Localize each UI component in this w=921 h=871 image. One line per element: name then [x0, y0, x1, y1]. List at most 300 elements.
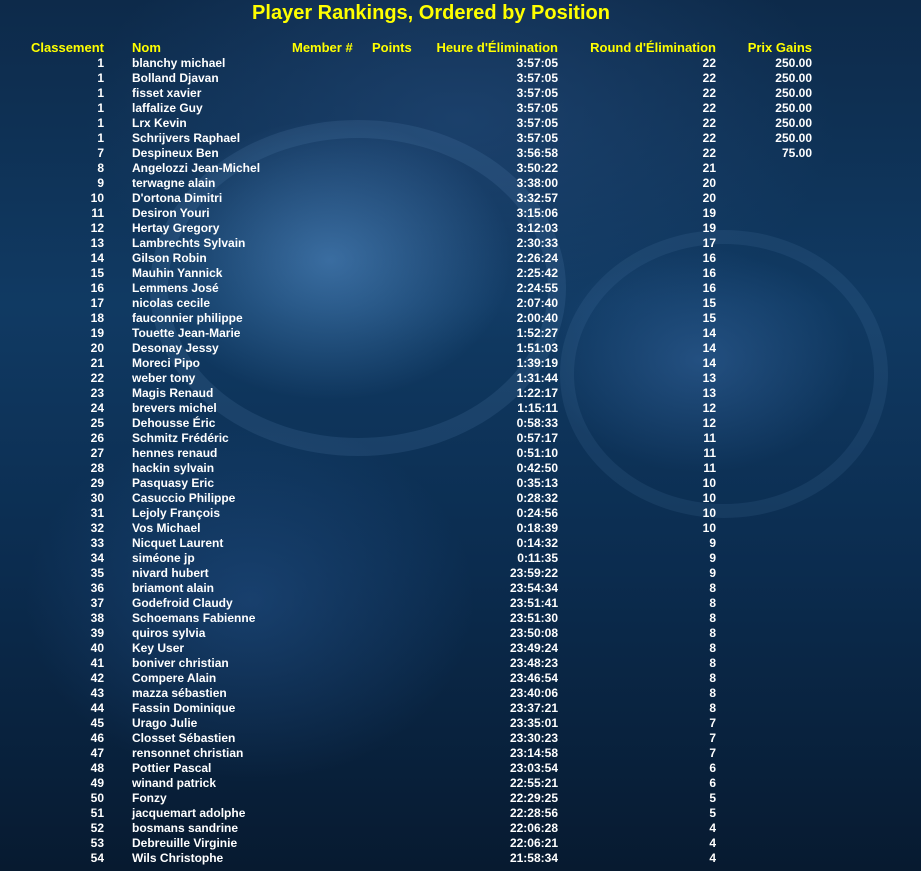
prize-cell: 250.00 [775, 131, 812, 145]
column-header-points: Points [372, 39, 412, 55]
table-row [26, 311, 812, 326]
rank-cell: 26 [90, 431, 104, 445]
rank-cell: 19 [90, 326, 104, 340]
player-name-cell: Schoemans Fabienne [132, 611, 256, 625]
points-cell [372, 461, 432, 476]
table-row [26, 101, 812, 116]
player-name-cell: Mauhin Yannick [132, 266, 223, 280]
elimination-round-cell: 8 [709, 641, 716, 655]
prize-cell [716, 521, 812, 536]
elimination-time-cell: 23:48:23 [509, 656, 558, 670]
player-name-cell: Fonzy [132, 791, 167, 805]
elimination-time-cell: 2:00:40 [516, 311, 558, 325]
prize-cell [716, 581, 812, 596]
rank-cell: 35 [90, 566, 104, 580]
elimination-round-cell: 8 [709, 596, 716, 610]
rank-cell: 34 [90, 551, 104, 565]
rank-cell: 29 [90, 476, 104, 490]
points-cell [372, 761, 432, 776]
points-cell [372, 731, 432, 746]
elimination-time-cell: 23:59:22 [509, 566, 558, 580]
points-cell [372, 536, 432, 551]
member-cell [292, 641, 372, 656]
table-row [26, 236, 812, 251]
member-cell [292, 656, 372, 671]
points-cell [372, 431, 432, 446]
rank-cell: 1 [97, 131, 104, 145]
elimination-time-cell: 0:28:32 [516, 491, 558, 505]
player-name-cell: fisset xavier [132, 86, 202, 100]
rank-cell: 42 [90, 671, 104, 685]
elimination-round-cell: 12 [702, 401, 716, 415]
table-row [26, 566, 812, 581]
elimination-time-cell: 23:50:08 [509, 626, 558, 640]
points-cell [372, 356, 432, 371]
rankings-body [26, 56, 812, 866]
prize-cell [716, 731, 812, 746]
table-row [26, 266, 812, 281]
prize-cell [716, 401, 812, 416]
points-cell [372, 131, 432, 146]
elimination-round-cell: 15 [702, 296, 716, 310]
points-cell [372, 596, 432, 611]
rank-cell: 38 [90, 611, 104, 625]
prize-cell [716, 431, 812, 446]
rank-cell: 11 [91, 206, 104, 220]
elimination-time-cell: 22:06:21 [509, 836, 558, 850]
points-cell [372, 401, 432, 416]
player-name-cell: Moreci Pipo [132, 356, 201, 370]
rank-cell: 28 [90, 461, 104, 475]
rank-cell: 8 [97, 161, 104, 175]
table-row [26, 176, 812, 191]
elimination-round-cell: 22 [702, 146, 716, 160]
table-row [26, 836, 812, 851]
rank-cell: 13 [90, 236, 104, 250]
prize-cell: 75.00 [781, 146, 812, 160]
player-name-cell: Lejoly François [132, 506, 221, 520]
prize-cell [716, 491, 812, 506]
prize-cell [716, 761, 812, 776]
prize-cell [716, 311, 812, 326]
member-cell [292, 176, 372, 191]
elimination-round-cell: 10 [702, 491, 716, 505]
column-header-elimination-time: Heure d'Élimination [436, 39, 558, 55]
points-cell [372, 821, 432, 836]
member-cell [292, 821, 372, 836]
rank-cell: 51 [90, 806, 104, 820]
member-cell [292, 671, 372, 686]
elimination-time-cell: 0:35:13 [516, 476, 558, 490]
player-name-cell: Vos Michael [132, 521, 201, 535]
member-cell [292, 716, 372, 731]
table-row [26, 686, 812, 701]
player-name-cell: Pottier Pascal [132, 761, 212, 775]
elimination-round-cell: 22 [702, 131, 716, 145]
table-row [26, 161, 812, 176]
prize-cell [716, 641, 812, 656]
table-row [26, 611, 812, 626]
player-name-cell: Casuccio Philippe [132, 491, 236, 505]
member-cell [292, 191, 372, 206]
player-name-cell: Angelozzi Jean-Michel [132, 161, 261, 175]
elimination-round-cell: 14 [702, 341, 716, 355]
elimination-round-cell: 19 [702, 221, 716, 235]
rank-cell: 32 [90, 521, 104, 535]
player-name-cell: Hertay Gregory [132, 221, 220, 235]
player-name-cell: Debreuille Virginie [132, 836, 238, 850]
player-name-cell: jacquemart adolphe [132, 806, 246, 820]
table-row [26, 776, 812, 791]
table-row [26, 341, 812, 356]
player-name-cell: Urago Julie [132, 716, 198, 730]
table-row [26, 56, 812, 71]
column-header-prize: Prix Gains [747, 39, 812, 55]
rank-cell: 1 [97, 86, 104, 100]
elimination-time-cell: 3:57:05 [516, 131, 558, 145]
member-cell [292, 206, 372, 221]
elimination-time-cell: 22:06:28 [509, 821, 558, 835]
member-cell [292, 791, 372, 806]
rank-cell: 24 [90, 401, 104, 415]
elimination-round-cell: 8 [709, 581, 716, 595]
elimination-round-cell: 13 [702, 386, 716, 400]
table-header-row [26, 38, 812, 56]
rank-cell: 1 [97, 71, 104, 85]
prize-cell [716, 791, 812, 806]
elimination-time-cell: 2:25:42 [516, 266, 558, 280]
table-row [26, 791, 812, 806]
column-header-name: Nom [132, 39, 161, 55]
prize-cell [716, 596, 812, 611]
elimination-round-cell: 9 [709, 536, 716, 550]
table-row [26, 581, 812, 596]
member-cell [292, 701, 372, 716]
page-title: Player Rankings, Ordered by Position [252, 2, 610, 24]
prize-cell [716, 236, 812, 251]
elimination-round-cell: 4 [709, 851, 716, 865]
rank-cell: 39 [90, 626, 104, 640]
points-cell [372, 716, 432, 731]
player-name-cell: quiros sylvia [132, 626, 206, 640]
prize-cell [716, 716, 812, 731]
points-cell [372, 446, 432, 461]
points-cell [372, 71, 432, 86]
elimination-time-cell: 2:24:55 [516, 281, 558, 295]
elimination-time-cell: 3:12:03 [516, 221, 558, 235]
player-name-cell: hennes renaud [132, 446, 218, 460]
member-cell [292, 476, 372, 491]
rank-cell: 1 [97, 56, 104, 70]
elimination-round-cell: 22 [702, 86, 716, 100]
member-cell [292, 86, 372, 101]
points-cell [372, 746, 432, 761]
rank-cell: 31 [90, 506, 104, 520]
rankings-table [26, 38, 812, 866]
column-header-member: Member # [292, 39, 353, 55]
prize-cell [716, 551, 812, 566]
table-row [26, 656, 812, 671]
prize-cell [716, 266, 812, 281]
points-cell [372, 221, 432, 236]
table-row [26, 296, 812, 311]
elimination-time-cell: 23:40:06 [509, 686, 558, 700]
rank-cell: 1 [97, 101, 104, 115]
prize-cell: 250.00 [775, 71, 812, 85]
table-row [26, 851, 812, 866]
rank-cell: 41 [90, 656, 104, 670]
rank-cell: 48 [90, 761, 104, 775]
elimination-round-cell: 16 [702, 266, 716, 280]
table-row [26, 416, 812, 431]
elimination-time-cell: 0:42:50 [516, 461, 558, 475]
elimination-time-cell: 23:14:58 [509, 746, 558, 760]
table-row [26, 701, 812, 716]
elimination-round-cell: 7 [709, 746, 716, 760]
points-cell [372, 626, 432, 641]
prize-cell [716, 656, 812, 671]
member-cell [292, 236, 372, 251]
rank-cell: 7 [97, 146, 104, 160]
rank-cell: 54 [90, 851, 104, 865]
elimination-round-cell: 10 [702, 521, 716, 535]
prize-cell [716, 371, 812, 386]
member-cell [292, 281, 372, 296]
prize-cell: 250.00 [775, 116, 812, 130]
elimination-round-cell: 12 [702, 416, 716, 430]
elimination-round-cell: 7 [709, 716, 716, 730]
points-cell [372, 371, 432, 386]
player-name-cell: rensonnet christian [132, 746, 244, 760]
points-cell [372, 641, 432, 656]
prize-cell: 250.00 [775, 101, 812, 115]
member-cell [292, 761, 372, 776]
rank-cell: 36 [90, 581, 104, 595]
elimination-time-cell: 2:30:33 [516, 236, 558, 250]
table-row [26, 221, 812, 236]
member-cell [292, 686, 372, 701]
prize-cell [716, 566, 812, 581]
player-name-cell: Schmitz Frédéric [132, 431, 229, 445]
elimination-time-cell: 2:07:40 [516, 296, 558, 310]
prize-cell [716, 191, 812, 206]
points-cell [372, 776, 432, 791]
elimination-time-cell: 1:22:17 [516, 386, 558, 400]
player-name-cell: Pasquasy Eric [132, 476, 215, 490]
points-cell [372, 101, 432, 116]
member-cell [292, 161, 372, 176]
elimination-time-cell: 3:32:57 [516, 191, 558, 205]
prize-cell [716, 851, 812, 866]
prize-cell [716, 476, 812, 491]
elimination-time-cell: 3:15:06 [516, 206, 558, 220]
points-cell [372, 491, 432, 506]
rank-cell: 17 [90, 296, 104, 310]
prize-cell [716, 536, 812, 551]
elimination-round-cell: 11 [703, 446, 716, 460]
elimination-time-cell: 1:51:03 [516, 341, 558, 355]
player-name-cell: Despineux Ben [132, 146, 219, 160]
rank-cell: 49 [90, 776, 104, 790]
table-row [26, 626, 812, 641]
elimination-round-cell: 16 [702, 281, 716, 295]
elimination-round-cell: 22 [702, 71, 716, 85]
prize-cell: 250.00 [775, 56, 812, 70]
elimination-round-cell: 5 [709, 791, 716, 805]
player-name-cell: Godefroid Claudy [132, 596, 233, 610]
points-cell [372, 671, 432, 686]
rank-cell: 16 [90, 281, 104, 295]
elimination-time-cell: 0:24:56 [516, 506, 558, 520]
elimination-round-cell: 4 [709, 836, 716, 850]
table-row [26, 596, 812, 611]
player-name-cell: Desonay Jessy [132, 341, 219, 355]
points-cell [372, 581, 432, 596]
elimination-time-cell: 0:11:35 [517, 551, 558, 565]
elimination-round-cell: 9 [709, 566, 716, 580]
member-cell [292, 296, 372, 311]
elimination-time-cell: 3:57:05 [516, 56, 558, 70]
points-cell [372, 161, 432, 176]
member-cell [292, 776, 372, 791]
elimination-round-cell: 9 [709, 551, 716, 565]
player-name-cell: boniver christian [132, 656, 229, 670]
elimination-time-cell: 21:58:34 [509, 851, 558, 865]
prize-cell [716, 611, 812, 626]
member-cell [292, 401, 372, 416]
rank-cell: 53 [90, 836, 104, 850]
prize-cell [716, 206, 812, 221]
elimination-time-cell: 23:49:24 [509, 641, 558, 655]
points-cell [372, 806, 432, 821]
elimination-round-cell: 19 [702, 206, 716, 220]
points-cell [372, 311, 432, 326]
member-cell [292, 446, 372, 461]
elimination-round-cell: 20 [702, 176, 716, 190]
player-name-cell: Compere Alain [132, 671, 217, 685]
member-cell [292, 566, 372, 581]
elimination-round-cell: 8 [709, 686, 716, 700]
table-row [26, 326, 812, 341]
rank-cell: 33 [90, 536, 104, 550]
member-cell [292, 341, 372, 356]
member-cell [292, 101, 372, 116]
player-name-cell: nicolas cecile [132, 296, 211, 310]
member-cell [292, 221, 372, 236]
elimination-round-cell: 8 [709, 656, 716, 670]
member-cell [292, 146, 372, 161]
player-name-cell: Dehousse Éric [132, 416, 216, 430]
table-row [26, 371, 812, 386]
table-row [26, 191, 812, 206]
table-row [26, 641, 812, 656]
rank-cell: 22 [90, 371, 104, 385]
prize-cell [716, 176, 812, 191]
table-row [26, 716, 812, 731]
member-cell [292, 371, 372, 386]
elimination-time-cell: 1:39:19 [516, 356, 558, 370]
table-row [26, 431, 812, 446]
member-cell [292, 746, 372, 761]
points-cell [372, 416, 432, 431]
elimination-round-cell: 14 [702, 356, 716, 370]
elimination-round-cell: 22 [702, 116, 716, 130]
prize-cell [716, 281, 812, 296]
table-row [26, 281, 812, 296]
member-cell [292, 386, 372, 401]
prize-cell [716, 806, 812, 821]
rank-cell: 15 [90, 266, 104, 280]
player-name-cell: Closset Sébastien [132, 731, 236, 745]
table-row [26, 521, 812, 536]
points-cell [372, 791, 432, 806]
points-cell [372, 686, 432, 701]
rank-cell: 18 [90, 311, 104, 325]
points-cell [372, 116, 432, 131]
player-name-cell: Lambrechts Sylvain [132, 236, 246, 250]
rank-cell: 46 [90, 731, 104, 745]
member-cell [292, 521, 372, 536]
member-cell [292, 131, 372, 146]
member-cell [292, 851, 372, 866]
player-name-cell: Bolland Djavan [132, 71, 219, 85]
points-cell [372, 266, 432, 281]
elimination-round-cell: 8 [709, 626, 716, 640]
rank-cell: 27 [90, 446, 104, 460]
player-name-cell: Touette Jean-Marie [132, 326, 241, 340]
points-cell [372, 281, 432, 296]
elimination-time-cell: 3:38:00 [516, 176, 558, 190]
elimination-round-cell: 8 [709, 611, 716, 625]
elimination-time-cell: 23:30:23 [509, 731, 558, 745]
points-cell [372, 521, 432, 536]
elimination-round-cell: 7 [709, 731, 716, 745]
rank-cell: 37 [90, 596, 104, 610]
rank-cell: 23 [90, 386, 104, 400]
table-row [26, 536, 812, 551]
member-cell [292, 461, 372, 476]
table-row [26, 551, 812, 566]
rank-cell: 20 [90, 341, 104, 355]
table-row [26, 806, 812, 821]
player-name-cell: bosmans sandrine [132, 821, 239, 835]
points-cell [372, 326, 432, 341]
prize-cell [716, 416, 812, 431]
points-cell [372, 146, 432, 161]
points-cell [372, 341, 432, 356]
elimination-round-cell: 17 [702, 236, 716, 250]
prize-cell [716, 626, 812, 641]
table-row [26, 86, 812, 101]
player-name-cell: Gilson Robin [132, 251, 207, 265]
points-cell [372, 851, 432, 866]
elimination-time-cell: 23:51:41 [509, 596, 558, 610]
player-name-cell: blanchy michael [132, 56, 226, 70]
player-name-cell: D'ortona Dimitri [132, 191, 223, 205]
rank-cell: 44 [90, 701, 104, 715]
table-row [26, 251, 812, 266]
player-name-cell: Magis Renaud [132, 386, 214, 400]
player-name-cell: Lrx Kevin [132, 116, 187, 130]
elimination-time-cell: 23:46:54 [509, 671, 558, 685]
player-name-cell: winand patrick [132, 776, 217, 790]
elimination-time-cell: 22:28:56 [509, 806, 558, 820]
player-name-cell: Lemmens José [132, 281, 219, 295]
table-row [26, 116, 812, 131]
player-name-cell: laffalize Guy [132, 101, 203, 115]
elimination-time-cell: 22:55:21 [509, 776, 558, 790]
player-name-cell: Fassin Dominique [132, 701, 236, 715]
